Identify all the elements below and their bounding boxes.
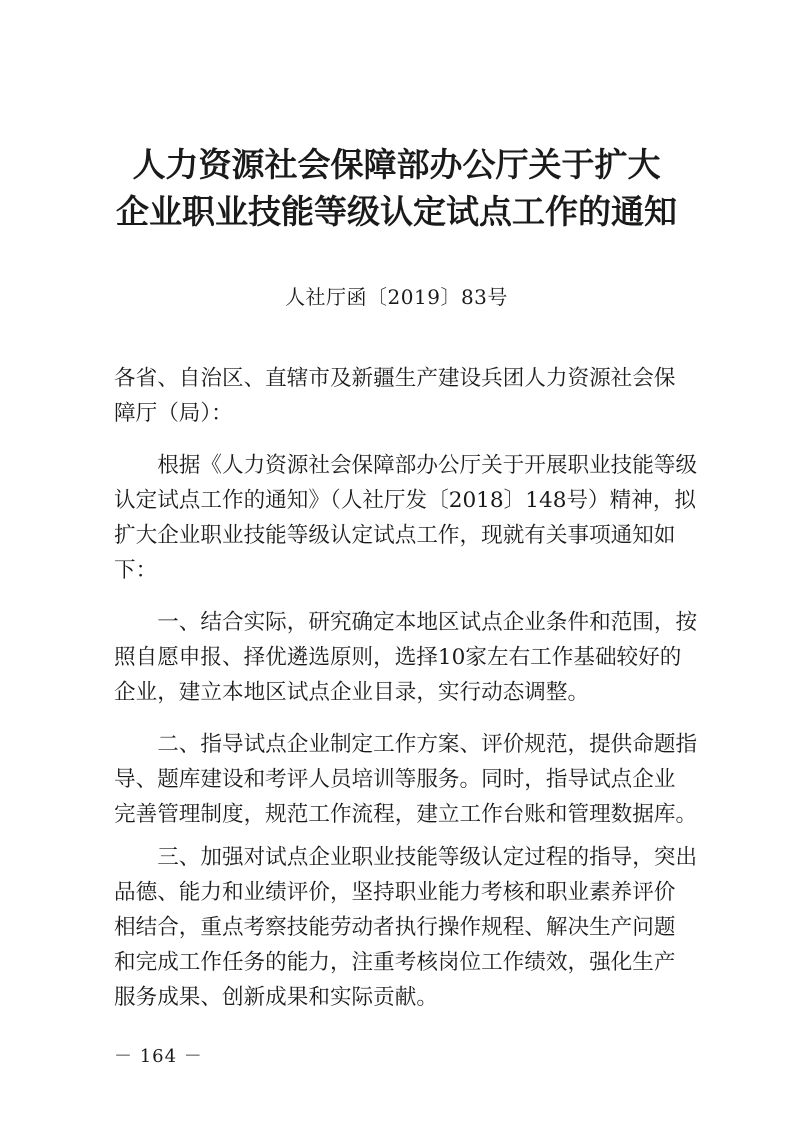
item3-line-2: 品德、能力和业绩评价，坚持职业能力考核和职业素养评价	[114, 880, 676, 905]
item2-line-3: 完善管理制度，规范工作流程，建立工作台账和管理数据库。	[114, 802, 698, 827]
item2-line-2: 导、题库建设和考评人员培训等服务。同时，指导试点企业	[114, 767, 676, 792]
addressee-line-1: 各省、自治区、直辖市及新疆生产建设兵团人力资源社会保	[114, 366, 676, 391]
document-title-line-2: 企业职业技能等级认定试点工作的通知	[116, 192, 677, 231]
item3-line-4: 和完成工作任务的能力，注重考核岗位工作绩效，强化生产	[114, 950, 676, 975]
item3-line-1: 三、加强对试点企业职业技能等级认定过程的指导，突出	[114, 845, 698, 870]
intro-line-2: 认定试点工作的通知》（人社厅发〔2018〕148号）精神，拟	[114, 488, 697, 513]
item1-line-3: 企业，建立本地区试点企业目录，实行动态调整。	[114, 680, 590, 705]
document-number: 人社厅函〔2019〕83号	[285, 285, 508, 309]
document-title-line-1: 人力资源社会保障部办公厅关于扩大	[132, 145, 661, 184]
item3-line-5: 服务成果、创新成果和实际贡献。	[114, 985, 438, 1010]
addressee-line-2: 障厅（局）：	[114, 401, 233, 426]
item3-line-3: 相结合，重点考察技能劳动者执行操作规程、解决生产问题	[114, 915, 676, 940]
intro-line-3: 扩大企业职业技能等级认定试点工作，现就有关事项通知如	[114, 523, 676, 548]
item1-line-2: 照自愿申报、择优遴选原则，选择10家左右工作基础较好的	[114, 645, 682, 670]
intro-line-4: 下：	[114, 558, 158, 583]
item1-line-1: 一、结合实际，研究确定本地区试点企业条件和范围，按	[114, 610, 698, 635]
page-number: － 164 －	[114, 1046, 203, 1067]
item2-line-1: 二、指导试点企业制定工作方案、评价规范，提供命题指	[114, 732, 698, 757]
intro-line-1: 根据《人力资源社会保障部办公厅关于开展职业技能等级	[114, 453, 698, 478]
